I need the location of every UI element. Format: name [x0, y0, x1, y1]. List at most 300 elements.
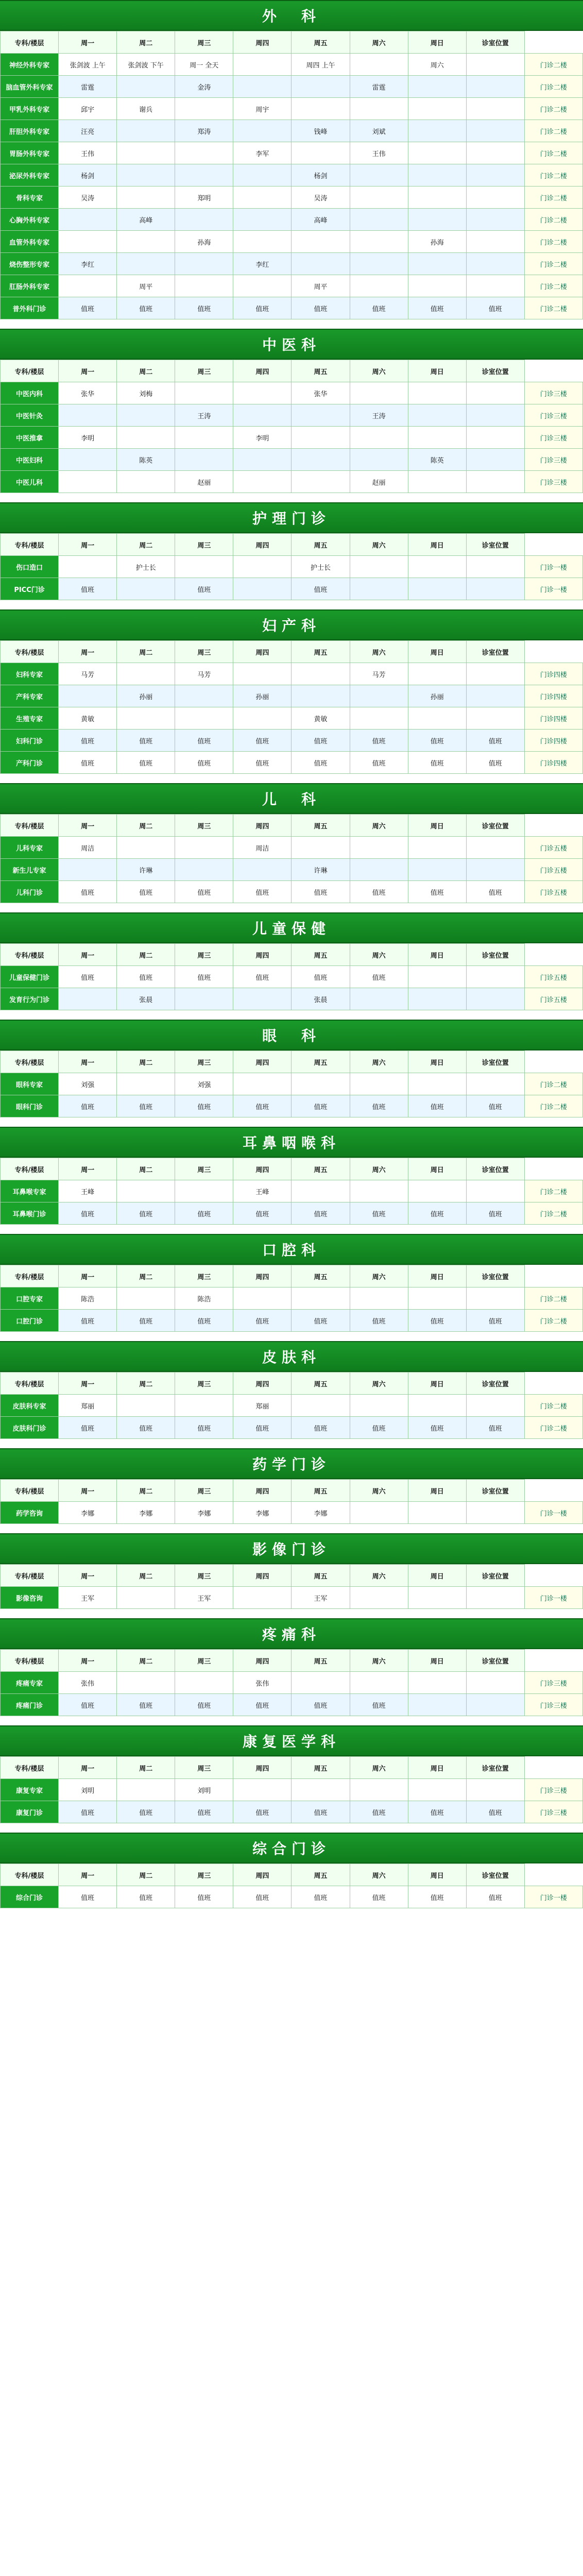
column-header: 周四: [233, 1480, 292, 1502]
department-cell: 妇科门诊: [1, 730, 59, 752]
schedule-cell: [117, 253, 175, 275]
schedule-cell: 值班: [175, 966, 233, 988]
schedule-cell: [59, 685, 117, 707]
schedule-cell: [292, 404, 350, 427]
schedule-cell: 李娜: [59, 1502, 117, 1524]
column-header: 周一: [59, 641, 117, 663]
schedule-cell: 门诊三楼: [524, 404, 582, 427]
table-row: [1, 556, 583, 578]
department-cell: 心胸外科专家: [1, 209, 59, 231]
schedule-cell: 马芳: [350, 663, 408, 685]
schedule-cell: [466, 578, 524, 600]
column-header: 周二: [117, 1265, 175, 1287]
schedule-cell: 邱宇: [59, 98, 117, 120]
column-header: 周六: [350, 815, 408, 837]
schedule-cell: 值班: [292, 752, 350, 774]
schedule-cell: [350, 1672, 408, 1694]
schedule-cell: [408, 1587, 466, 1609]
schedule-cell: 值班: [350, 966, 408, 988]
schedule-cell: 门诊二楼: [524, 253, 582, 275]
column-header: 诊室位置: [466, 360, 524, 382]
column-header: 周一: [59, 534, 117, 556]
schedule-cell: [408, 209, 466, 231]
column-header: 周一: [59, 1565, 117, 1587]
section-title: 妇产科: [0, 609, 583, 640]
column-header: 周日: [408, 534, 466, 556]
table-row: [1, 1779, 583, 1801]
section-title: 口腔科: [0, 1234, 583, 1265]
department-cell: 影像咨询: [1, 1587, 59, 1609]
schedule-cell: 门诊二楼: [524, 209, 582, 231]
table-row: [1, 707, 583, 730]
column-header: 周三: [175, 1757, 233, 1779]
column-header: 诊室位置: [466, 1565, 524, 1587]
schedule-cell: 刘明: [175, 1779, 233, 1801]
schedule-cell: [350, 685, 408, 707]
schedule-cell: 李红: [59, 253, 117, 275]
schedule-cell: [59, 449, 117, 471]
department-cell: 疼痛门诊: [1, 1694, 59, 1716]
column-header: 周四: [233, 1265, 292, 1287]
column-header: 周五: [292, 360, 350, 382]
table-row: [1, 837, 583, 859]
column-header: 周六: [350, 1158, 408, 1180]
schedule-cell: 门诊一楼: [524, 1886, 582, 1908]
column-header: 周四: [233, 1565, 292, 1587]
schedule-cell: 周四 上午: [292, 54, 350, 76]
table-row: [1, 142, 583, 164]
schedule-cell: [408, 98, 466, 120]
schedule-cell: [466, 1073, 524, 1095]
schedule-cell: [117, 164, 175, 187]
schedule-cell: 值班: [408, 1417, 466, 1439]
schedule-cell: 陈英: [117, 449, 175, 471]
table-row: [1, 966, 583, 988]
department-cell: 烧伤整形专家: [1, 253, 59, 275]
column-header: 周五: [292, 1051, 350, 1073]
schedule-cell: 门诊一楼: [524, 1502, 582, 1524]
schedule-cell: [466, 382, 524, 404]
schedule-cell: [292, 663, 350, 685]
schedule-cell: [175, 837, 233, 859]
table-row: [1, 1180, 583, 1202]
schedule-cell: [466, 1587, 524, 1609]
schedule-cell: 值班: [117, 1417, 175, 1439]
section-gap: [0, 319, 583, 329]
schedule-cell: 许琳: [117, 859, 175, 881]
schedule-cell: [466, 1287, 524, 1310]
column-header: 专科/楼层: [1, 1565, 59, 1587]
column-header: 周五: [292, 1864, 350, 1886]
schedule-cell: 护士长: [117, 556, 175, 578]
schedule-cell: 值班: [117, 1886, 175, 1908]
schedule-cell: 值班: [59, 752, 117, 774]
column-header: 周四: [233, 944, 292, 966]
schedule-cell: 值班: [408, 1801, 466, 1823]
department-cell: 脑血管外科专家: [1, 76, 59, 98]
schedule-cell: [408, 966, 466, 988]
schedule-cell: [175, 859, 233, 881]
schedule-cell: [466, 209, 524, 231]
schedule-table: [0, 943, 583, 1010]
schedule-cell: 值班: [350, 1694, 408, 1716]
schedule-cell: [408, 1694, 466, 1716]
section-title: 儿童保健: [0, 912, 583, 943]
schedule-cell: 张伟: [233, 1672, 292, 1694]
department-cell: 甲乳外科专家: [1, 98, 59, 120]
schedule-cell: [292, 1395, 350, 1417]
schedule-cell: 陈英: [408, 449, 466, 471]
schedule-cell: [350, 837, 408, 859]
schedule-cell: [59, 859, 117, 881]
schedule-cell: [175, 707, 233, 730]
section-gap: [0, 1524, 583, 1533]
column-header: 周四: [233, 534, 292, 556]
schedule-cell: 值班: [175, 1801, 233, 1823]
schedule-cell: 张剑波 下午: [117, 54, 175, 76]
column-header: 专科/楼层: [1, 1051, 59, 1073]
section-gap: [0, 1609, 583, 1618]
schedule-cell: [292, 98, 350, 120]
schedule-cell: 值班: [466, 730, 524, 752]
section-gap: [0, 1117, 583, 1127]
schedule-table: [0, 1649, 583, 1716]
schedule-cell: 值班: [117, 1310, 175, 1332]
table-row: [1, 1310, 583, 1332]
section-gap: [0, 493, 583, 502]
schedule-cell: 赵丽: [175, 471, 233, 493]
schedule-cell: 值班: [117, 1202, 175, 1225]
table-row: [1, 1694, 583, 1716]
schedule-cell: [59, 471, 117, 493]
schedule-cell: 周宇: [233, 98, 292, 120]
column-header: 周三: [175, 1372, 233, 1395]
schedule-cell: 门诊五楼: [524, 859, 582, 881]
department-cell: 中医推拿: [1, 427, 59, 449]
schedule-cell: 值班: [350, 1310, 408, 1332]
schedule-cell: [350, 164, 408, 187]
table-row: [1, 752, 583, 774]
table-row: [1, 663, 583, 685]
schedule-cell: 门诊三楼: [524, 1779, 582, 1801]
column-header: 周六: [350, 1650, 408, 1672]
schedule-cell: 值班: [233, 881, 292, 903]
schedule-cell: [117, 142, 175, 164]
schedule-cell: 值班: [292, 1417, 350, 1439]
schedule-cell: [292, 427, 350, 449]
column-header: 周二: [117, 1480, 175, 1502]
schedule-cell: [466, 707, 524, 730]
schedule-cell: 门诊二楼: [524, 1395, 582, 1417]
table-row: [1, 988, 583, 1010]
schedule-cell: 门诊四楼: [524, 685, 582, 707]
schedule-cell: 值班: [175, 752, 233, 774]
column-header: 周日: [408, 1372, 466, 1395]
column-header: 周四: [233, 641, 292, 663]
column-header: 周一: [59, 1480, 117, 1502]
department-cell: 口腔专家: [1, 1287, 59, 1310]
schedule-cell: 刘强: [59, 1073, 117, 1095]
column-header: 周五: [292, 1565, 350, 1587]
section-gap: [0, 1332, 583, 1341]
table-row: [1, 1395, 583, 1417]
schedule-cell: [175, 556, 233, 578]
column-header: 周二: [117, 815, 175, 837]
column-header: 周五: [292, 641, 350, 663]
schedule-cell: [233, 120, 292, 142]
department-cell: 生殖专家: [1, 707, 59, 730]
department-cell: 肛肠外科专家: [1, 275, 59, 297]
table-row: [1, 881, 583, 903]
schedule-cell: [175, 253, 233, 275]
column-header: 周二: [117, 944, 175, 966]
department-cell: 血管外科专家: [1, 231, 59, 253]
column-header: 周一: [59, 815, 117, 837]
schedule-cell: 门诊二楼: [524, 1202, 582, 1225]
column-header: 周四: [233, 360, 292, 382]
schedule-cell: 门诊二楼: [524, 1310, 582, 1332]
column-header: 周五: [292, 1158, 350, 1180]
schedule-table: [0, 1158, 583, 1225]
schedule-cell: [408, 164, 466, 187]
schedule-table: [0, 1050, 583, 1117]
column-header: 周六: [350, 1372, 408, 1395]
department-cell: 中医妇科: [1, 449, 59, 471]
column-header: 诊室位置: [466, 1650, 524, 1672]
schedule-cell: 值班: [175, 881, 233, 903]
schedule-cell: [292, 142, 350, 164]
schedule-cell: [350, 578, 408, 600]
department-cell: 产科门诊: [1, 752, 59, 774]
schedule-cell: 谢兵: [117, 98, 175, 120]
schedule-cell: [408, 1395, 466, 1417]
schedule-cell: 值班: [59, 578, 117, 600]
column-header: 周四: [233, 1650, 292, 1672]
department-cell: 妇科专家: [1, 663, 59, 685]
schedule-cell: 王伟: [59, 142, 117, 164]
schedule-cell: 门诊三楼: [524, 449, 582, 471]
schedule-cell: [117, 427, 175, 449]
schedule-cell: [117, 1180, 175, 1202]
column-header: 周一: [59, 31, 117, 54]
schedule-cell: [466, 859, 524, 881]
schedule-cell: 值班: [408, 1202, 466, 1225]
schedule-cell: [350, 556, 408, 578]
column-header: 周三: [175, 1480, 233, 1502]
schedule-cell: 张华: [292, 382, 350, 404]
schedule-cell: 门诊二楼: [524, 120, 582, 142]
schedule-cell: [466, 54, 524, 76]
column-header: 周日: [408, 1757, 466, 1779]
column-header: 周六: [350, 1864, 408, 1886]
schedule-cell: [408, 1672, 466, 1694]
column-header: 周三: [175, 1265, 233, 1287]
section-gap: [0, 1908, 583, 1918]
schedule-cell: 值班: [59, 1202, 117, 1225]
schedule-cell: 周一 全天: [175, 54, 233, 76]
section-title: 中医科: [0, 329, 583, 360]
schedule-cell: [408, 382, 466, 404]
schedule-cell: 值班: [350, 752, 408, 774]
department-cell: 眼科专家: [1, 1073, 59, 1095]
schedule-cell: [233, 578, 292, 600]
schedule-cell: 值班: [175, 1417, 233, 1439]
schedule-cell: 门诊四楼: [524, 663, 582, 685]
schedule-cell: 黄敏: [59, 707, 117, 730]
schedule-cell: 值班: [466, 1310, 524, 1332]
schedule-cell: 值班: [408, 1310, 466, 1332]
table-row: [1, 427, 583, 449]
schedule-table: [0, 360, 583, 493]
schedule-cell: 门诊二楼: [524, 98, 582, 120]
schedule-cell: [408, 120, 466, 142]
column-header: 周一: [59, 1051, 117, 1073]
schedule-cell: [466, 98, 524, 120]
schedule-cell: 值班: [466, 881, 524, 903]
schedule-cell: 护士长: [292, 556, 350, 578]
table-row: [1, 1801, 583, 1823]
column-header: 周五: [292, 31, 350, 54]
schedule-cell: [466, 471, 524, 493]
schedule-cell: 值班: [59, 881, 117, 903]
column-header: 专科/楼层: [1, 1158, 59, 1180]
section-title: 外 科: [0, 0, 583, 31]
section-gap: [0, 774, 583, 783]
department-cell: 泌尿外科专家: [1, 164, 59, 187]
schedule-cell: [117, 1073, 175, 1095]
schedule-cell: [408, 1502, 466, 1524]
schedule-table: [0, 1479, 583, 1524]
schedule-cell: 值班: [350, 1095, 408, 1117]
schedule-cell: 值班: [350, 881, 408, 903]
schedule-cell: [117, 707, 175, 730]
schedule-cell: 门诊二楼: [524, 187, 582, 209]
schedule-cell: [175, 1395, 233, 1417]
schedule-cell: 张晨: [292, 988, 350, 1010]
schedule-cell: 郑丽: [59, 1395, 117, 1417]
column-header: 周日: [408, 1565, 466, 1587]
schedule-cell: [466, 988, 524, 1010]
schedule-cell: [466, 231, 524, 253]
schedule-cell: 门诊三楼: [524, 427, 582, 449]
schedule-cell: [233, 471, 292, 493]
schedule-cell: 值班: [117, 881, 175, 903]
schedule-cell: 值班: [233, 1694, 292, 1716]
schedule-cell: 李娜: [233, 1502, 292, 1524]
table-row: [1, 297, 583, 319]
department-cell: 药学咨询: [1, 1502, 59, 1524]
section-title: 耳鼻咽喉科: [0, 1127, 583, 1158]
column-header: 专科/楼层: [1, 641, 59, 663]
schedule-cell: 王军: [59, 1587, 117, 1609]
schedule-cell: [350, 275, 408, 297]
schedule-cell: [466, 837, 524, 859]
schedule-cell: 值班: [292, 881, 350, 903]
schedule-table: [0, 1756, 583, 1823]
schedule-cell: 郑丽: [233, 1395, 292, 1417]
schedule-cell: [233, 1287, 292, 1310]
column-header: 周日: [408, 1265, 466, 1287]
schedule-table: [0, 533, 583, 600]
column-header: 周二: [117, 1864, 175, 1886]
column-header: 周三: [175, 1650, 233, 1672]
schedule-cell: 杨剑: [59, 164, 117, 187]
schedule-cell: [408, 427, 466, 449]
table-row: [1, 471, 583, 493]
schedule-cell: [117, 1395, 175, 1417]
schedule-cell: [408, 1073, 466, 1095]
schedule-cell: [408, 275, 466, 297]
column-header: 诊室位置: [466, 815, 524, 837]
column-header: 周三: [175, 360, 233, 382]
schedule-cell: 张剑波 上午: [59, 54, 117, 76]
department-cell: 产科专家: [1, 685, 59, 707]
schedule-cell: [292, 76, 350, 98]
schedule-cell: [175, 449, 233, 471]
schedule-cell: 值班: [233, 1202, 292, 1225]
schedule-cell: [466, 187, 524, 209]
column-header: 周五: [292, 1757, 350, 1779]
schedule-cell: 孙海: [175, 231, 233, 253]
schedule-cell: [117, 231, 175, 253]
schedule-cell: [350, 54, 408, 76]
table-row: [1, 1886, 583, 1908]
schedule-cell: 高峰: [292, 209, 350, 231]
column-header: 周一: [59, 1650, 117, 1672]
schedule-cell: [233, 663, 292, 685]
schedule-cell: 值班: [350, 297, 408, 319]
column-header: 周一: [59, 1864, 117, 1886]
schedule-cell: 门诊二楼: [524, 1180, 582, 1202]
schedule-cell: [466, 663, 524, 685]
column-header: 周日: [408, 1864, 466, 1886]
schedule-cell: 值班: [233, 1417, 292, 1439]
department-cell: 骨科专家: [1, 187, 59, 209]
schedule-cell: 值班: [59, 1801, 117, 1823]
schedule-cell: 门诊一楼: [524, 556, 582, 578]
schedule-cell: 值班: [59, 1886, 117, 1908]
schedule-cell: 值班: [59, 730, 117, 752]
column-header: 周三: [175, 1565, 233, 1587]
schedule-cell: 值班: [233, 752, 292, 774]
schedule-cell: 周六: [408, 54, 466, 76]
schedule-cell: 值班: [175, 1202, 233, 1225]
schedule-cell: 值班: [175, 297, 233, 319]
column-header: 周六: [350, 360, 408, 382]
table-row: [1, 578, 583, 600]
schedule-cell: [233, 1073, 292, 1095]
section-gap: [0, 1010, 583, 1020]
column-header: 诊室位置: [466, 944, 524, 966]
schedule-cell: 黄敏: [292, 707, 350, 730]
schedule-cell: 值班: [292, 730, 350, 752]
schedule-cell: 许琳: [292, 859, 350, 881]
column-header: 周四: [233, 1158, 292, 1180]
schedule-cell: 值班: [350, 1202, 408, 1225]
column-header: 专科/楼层: [1, 1650, 59, 1672]
column-header: 专科/楼层: [1, 1864, 59, 1886]
table-row: [1, 76, 583, 98]
column-header: 周五: [292, 534, 350, 556]
schedule-cell: [59, 275, 117, 297]
schedule-cell: [350, 1587, 408, 1609]
column-header: 周二: [117, 1565, 175, 1587]
schedule-cell: [466, 1694, 524, 1716]
schedule-cell: 门诊一楼: [524, 1587, 582, 1609]
schedule-cell: [233, 556, 292, 578]
column-header: 周一: [59, 1372, 117, 1395]
schedule-cell: [408, 707, 466, 730]
